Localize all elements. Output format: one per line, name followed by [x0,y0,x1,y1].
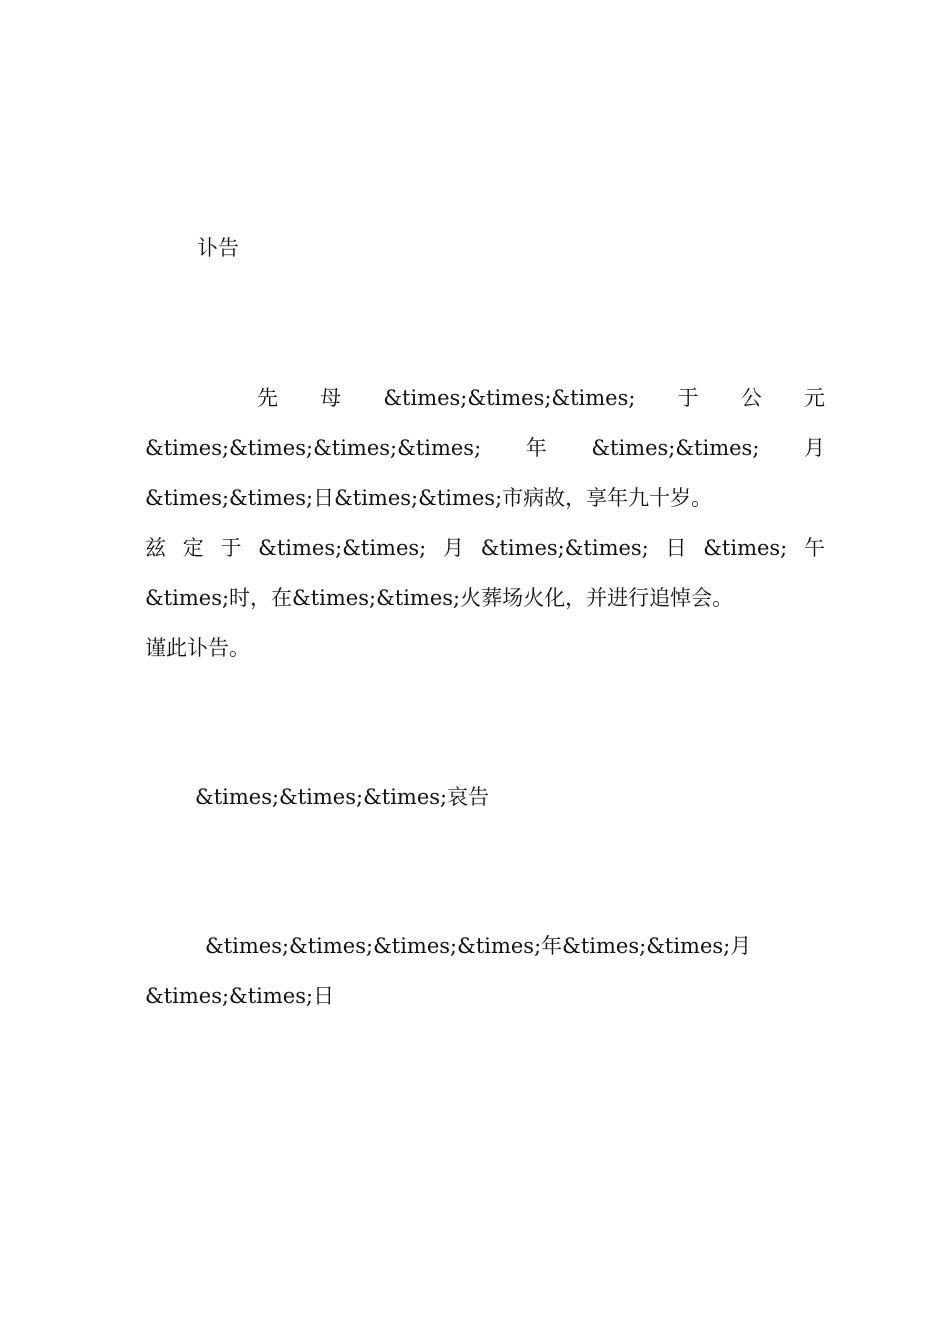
body-line-1 [145,373,825,423]
body-line-5 [145,573,825,623]
word: 年 [525,436,547,460]
word: 于 [220,536,242,560]
word: &times;&times;&times; [383,386,636,410]
word: &times;时，在&times;&times;火葬场火化，并进行追悼会。 [145,586,734,610]
word: &times;&times;&times;&times; [145,436,482,460]
word: 月 [442,536,464,560]
word: 定 [182,536,204,560]
word: 谨此讣告。 [145,636,250,660]
word: 兹 [145,536,166,560]
body-line-3 [145,473,825,523]
word: 先 [257,386,278,410]
word: &times; [703,536,788,560]
date-text: &times;&times;日 [145,984,335,1008]
word: &times;&times;日&times;&times;市病故，享年九十岁。 [145,486,713,510]
date-line-1 [145,921,805,971]
signer-line: &times;&times;&times;哀告 [195,785,490,809]
word: &times;&times; [591,436,760,460]
body-line-6 [145,623,825,673]
word: 日 [665,536,687,560]
word: 于 [677,386,699,410]
word: 母 [320,386,342,410]
notice-body [145,373,825,673]
word: 午 [803,536,825,560]
notice-title: 讣告 [197,236,239,260]
date-text: &times;&times;&times;&times;年&times;&times;月 [205,934,752,958]
date-block [145,921,805,1021]
word: 元 [803,386,825,410]
body-line-4 [145,523,825,573]
word: &times;&times; [480,536,649,560]
word: 月 [804,436,825,460]
word: &times;&times; [258,536,427,560]
body-line-2 [145,423,825,473]
word: 公 [740,386,762,410]
date-line-2 [145,971,805,1021]
